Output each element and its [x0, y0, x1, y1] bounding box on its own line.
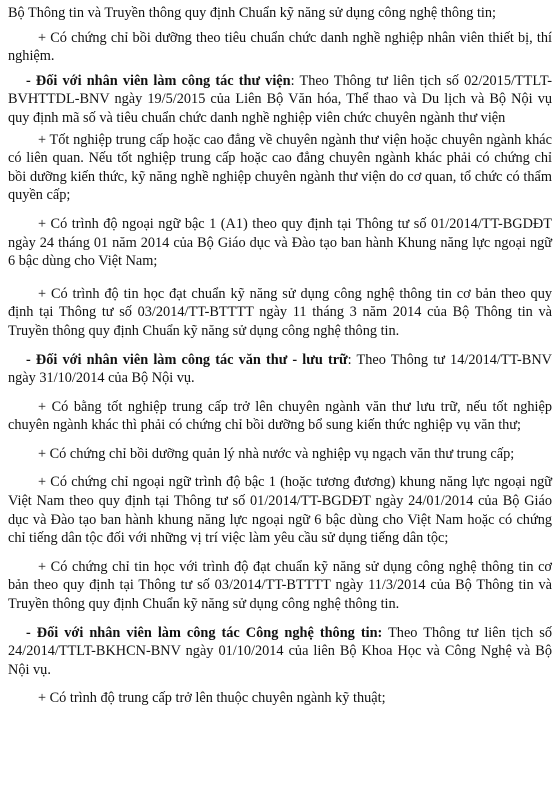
paragraph-text: + Có chứng chỉ tin học với trình độ đạt chuẩn kỹ năng sử dụng công nghệ thông tin cơ bản theo quy định tại Thông tư số 03/2014/TT-BTTTT ngày 11/3/2014 của Bộ Thông tin và Truyền thông quy định Chuẩn kỹ năng sử dụng công nghệ thông tin.	[8, 558, 552, 613]
section-heading: - Đối với nhân viên làm công tác thư viện	[26, 72, 291, 89]
section-heading: - Đối với nhân viên làm công tác văn thư - lưu trữ	[26, 351, 348, 368]
paragraph-text: + Có trình độ trung cấp trở lên thuộc chuyên ngành kỹ thuật;	[38, 690, 386, 707]
paragraph-text: Bộ Thông tin và Truyền thông quy định Chuẩn kỹ năng sử dụng công nghệ thông tin;	[8, 5, 497, 21]
paragraph-text: + Có bằng tốt nghiệp trung cấp trở lên chuyên ngành văn thư lưu trữ, nếu tốt nghiệp chuyên ngành khác thì phải có chứng chỉ bồi dưỡng bổ sung kiến thức nghiệp vụ văn thư;	[8, 398, 552, 434]
paragraph-text: : Theo Thông tư liên tịch số 02/2015/TTLT-BVHTTDL-BNV ngày 19/5/2015 của Liên Bộ Văn hóa, Thể thao và Du lịch và Bộ Nội vụ quy định mã số và tiêu chuẩn chức danh nghề nghiệp viên chức chuyên ngành thư viện	[8, 72, 553, 126]
paragraph-text: + Có chứng chỉ bồi dưỡng quản lý nhà nước và nghiệp vụ ngạch văn thư trung cấp;	[38, 445, 515, 462]
paragraph-bullet	[8, 215, 552, 271]
paragraph-text: + Có chứng chỉ bồi dưỡng theo tiêu chuẩn chức danh nghề nghiệp nhân viên thiết bị, thí nghiệm.	[8, 29, 552, 65]
section-heading: - Đối với nhân viên làm công tác Công nghệ thông tin:	[26, 624, 383, 641]
paragraph-bullet	[8, 131, 552, 205]
paragraph-text: + Tốt nghiệp trung cấp hoặc cao đẳng về chuyên ngành thư viện hoặc chuyên ngành khác có liên quan. Nếu tốt nghiệp trung cấp hoặc cao đẳng chuyên ngành khác phải có chứng chỉ bồi dưỡng kiến thức, kỹ năng nghề nghiệp chuyên ngành thư viện do cơ quan, tổ chức có thẩm quyền cấp;	[8, 131, 552, 204]
paragraph-continuation	[8, 4, 552, 23]
paragraph-bullet	[8, 558, 552, 614]
paragraph-bullet	[8, 445, 552, 464]
paragraph-bullet	[8, 398, 552, 435]
paragraph-text: + Có trình độ ngoại ngữ bậc 1 (A1) theo quy định tại Thông tư số 01/2014/TT-BGDĐT ngày 24 tháng 01 năm 2014 của Bộ Giáo dục và Đào tạo ban hành Khung năng lực ngoại ngữ 6 bậc dùng cho Việt Nam;	[8, 215, 552, 270]
paragraph-bullet	[8, 285, 552, 341]
paragraph-bullet	[8, 689, 552, 708]
paragraph-bullet	[8, 473, 552, 547]
paragraph-text: Theo Thông tư liên tịch số 24/2014/TTLT-BKHCN-BNV ngày 01/10/2014 của liên Bộ Khoa Học và Công Nghệ và Bộ Nội vụ.	[8, 624, 552, 678]
section-library	[8, 72, 552, 128]
paragraph-bullet	[8, 29, 552, 66]
paragraph-text: : Theo Thông tư 14/2014/TT-BNV ngày 31/10/2014 của Bộ Nội vụ.	[8, 351, 552, 387]
section-archive	[8, 351, 552, 388]
paragraph-text: + Có chứng chỉ ngoại ngữ trình độ bậc 1 (hoặc tương đương) khung năng lực ngoại ngữ Việt Nam theo quy định tại Thông tư số 01/2014/TT-BGDĐT ngày 24/01/2014 của Bộ Giáo dục và Đào tạo ban hành khung năng lực ngoại ngữ 6 bậc dùng cho Việt Nam hoặc có chứng chỉ tiếng dân tộc đối với những vị trí việc làm yêu cầu sử dụng tiếng dân tộc;	[8, 474, 552, 547]
section-it	[8, 624, 552, 680]
paragraph-text: + Có trình độ tin học đạt chuẩn kỹ năng sử dụng công nghệ thông tin cơ bản theo quy định tại Thông tư số 03/2014/TT-BTTTT ngày 11 tháng 3 năm 2014 của Bộ Thông tin và Truyền thông quy định Chuẩn kỹ năng sử dụng công nghệ thông tin.	[8, 285, 552, 339]
